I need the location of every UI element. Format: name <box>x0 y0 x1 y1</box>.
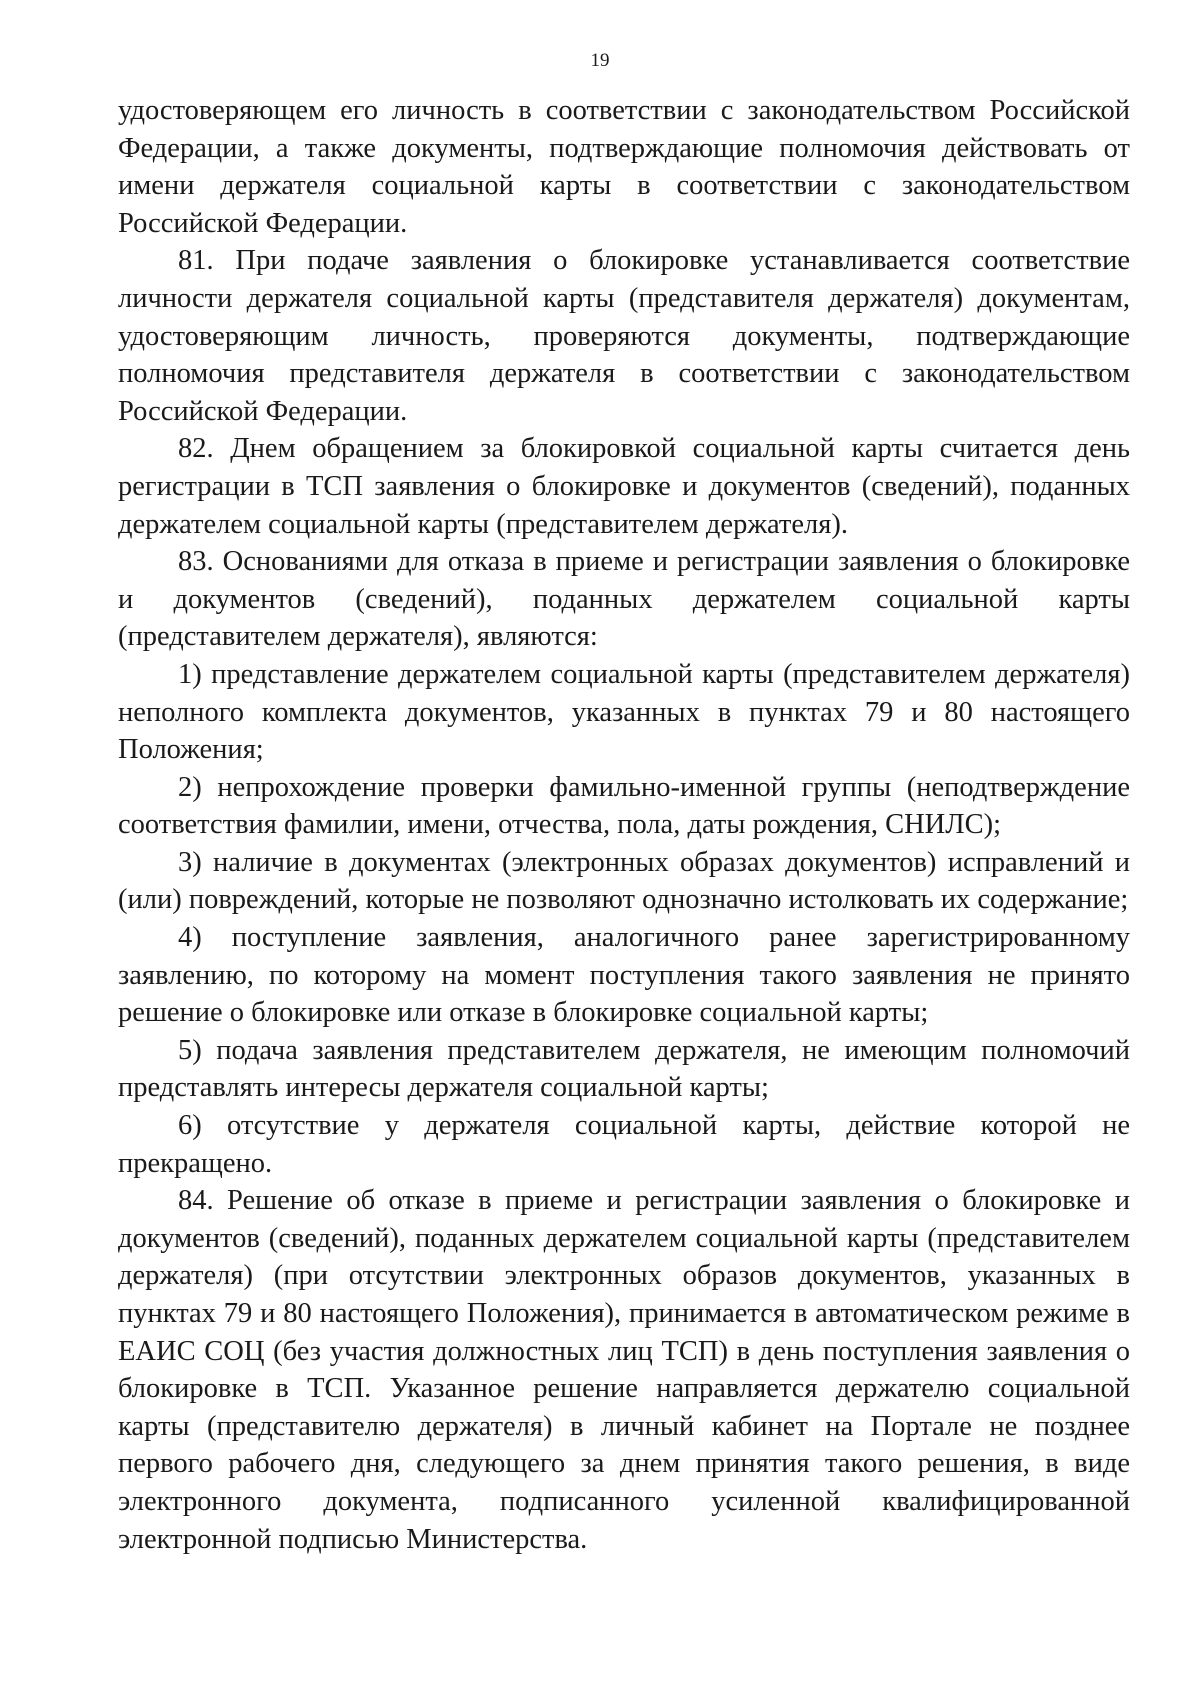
list-item-3: 3) наличие в документах (электронных образах документов) исправлений и (или) повреждений, которые не позволяют однозначно истолковать их содержание; <box>118 846 1130 916</box>
paragraph-83: 83. Основаниями для отказа в приеме и регистрации заявления о блокировке и документов (сведений), поданных держателем социальной карты (представителем держателя), являются: <box>118 546 1130 653</box>
list-item-5: 5) подача заявления представителем держателя, не имеющим полномочий представлять интересы держателя социальной карты; <box>118 1034 1130 1104</box>
list-item-1: 1) представление держателем социальной карты (представителем держателя) неполного комплекта документов, указанных в пунктах 79 и 80 настоящего Положения; <box>118 658 1130 766</box>
list-item-2: 2) непрохождение проверки фамильно-именной группы (неподтверждение соответствия фамилии, имени, отчества, пола, даты рождения, СНИЛС); <box>118 771 1130 841</box>
list-item-4: 4) поступление заявления, аналогичного ранее зарегистрированному заявлению, по которому на момент поступления такого заявления не принято решение о блокировке или отказе в блокировке социальной карты; <box>118 922 1130 1029</box>
list-item-6: 6) отсутствие у держателя социальной карты, действие которой не прекращено. <box>118 1110 1130 1179</box>
paragraph-84: 84. Решение об отказе в приеме и регистрации заявления о блокировке и документов (сведений), поданных держателем социальной карты (представителем держателя) (при отсутствии электронных образов документов, указанных в пунктах 79 и 80 настоящего Положения), принимается в автоматическом режиме в ЕАИС СОЦ (без участия должностных лиц ТСП) в день поступления заявления о блокировке в ТСП. Указанное решение направляется держателю социальной карты (представителю держателя) в личный кабинет на Портале не позднее первого рабочего дня, следующего за днем принятия такого решения, в виде электронного документа, подписанного усиленной квалифицированной электронной подписью Министерства. <box>118 1185 1130 1555</box>
paragraph-81: 81. При подаче заявления о блокировке устанавливается соответствие личности держателя социальной карты (представителя держателя) документам, удостоверяющим личность, проверяются документы, подтверждающие полномочия представителя держателя в соответствии с законодательством Российской Федерации. <box>118 245 1130 427</box>
paragraph-continuation: удостоверяющем его личность в соответствии с законодательством Российской Федерации, а также документы, подтверждающие полномочия действовать от имени держателя социальной карты в соответствии с законодательством Российской Федерации. <box>118 95 1130 239</box>
document-body <box>118 92 1130 1558</box>
paragraph-82: 82. Днем обращением за блокировкой социальной карты считается день регистрации в ТСП заявления о блокировке и документов (сведений), поданных держателем социальной карты (представителем держателя). <box>118 433 1130 540</box>
page-number: 19 <box>590 50 610 71</box>
